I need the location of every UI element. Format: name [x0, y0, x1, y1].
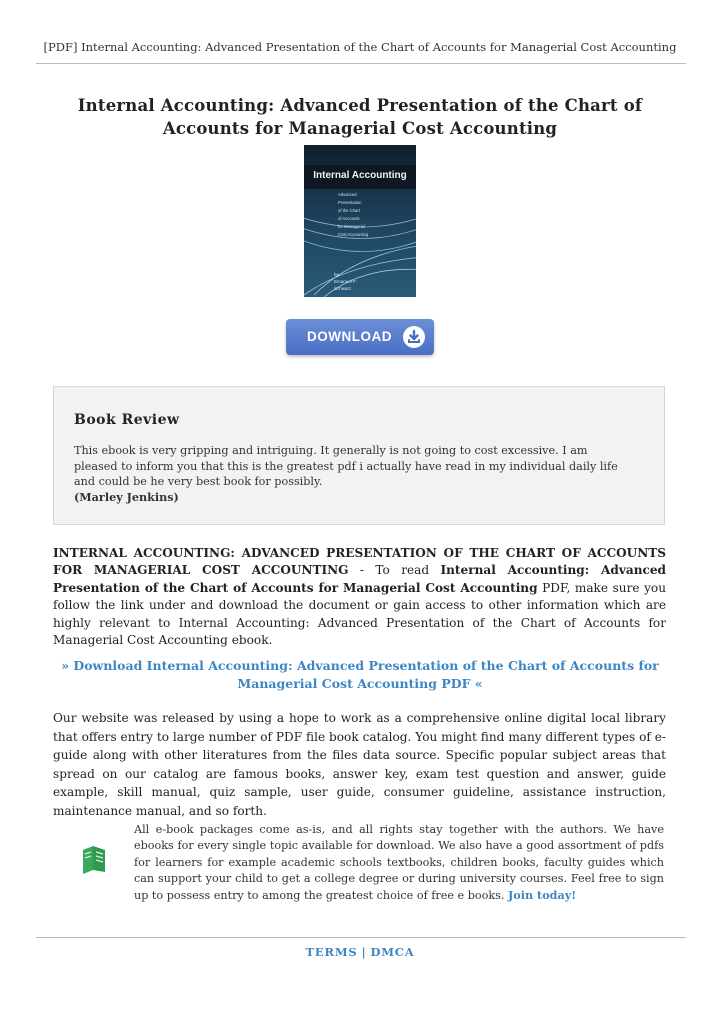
book-review-panel: [53, 386, 665, 525]
footer-separator: |: [361, 945, 367, 959]
download-pdf-link[interactable]: » Download Internal Accounting: Advanced Presentation of the Chart of Accounts for Managerial Cost Accounting PDF «: [61, 658, 659, 691]
cover-subtitle-line: of the Chart: [338, 208, 360, 213]
packages-paragraph: [134, 822, 664, 904]
footer-links: [0, 945, 720, 959]
cover-title: Internal Accounting: [313, 170, 407, 181]
cover-author-line: Emanuel F.: [334, 279, 357, 284]
download-button-label: DOWNLOAD: [307, 329, 392, 344]
page-title: Internal Accounting: Advanced Presentation of the Chart of Accounts for Managerial Cost Accounting: [77, 96, 643, 138]
page-header-title: [PDF] Internal Accounting: Advanced Presentation of the Chart of Accounts for Managerial Cost Accounting: [43, 40, 677, 54]
dmca-link[interactable]: DMCA: [370, 945, 415, 959]
review-text: This ebook is very gripping and intriguing. It generally is not going to cost excessive. I am pleased to inform you that this is the greatest pdf i actually have read in my individual daily life and could be he very best book for possibly.: [74, 444, 618, 488]
packages-text: All e-book packages come as-is, and all rights stay together with the authors. We have ebooks for every single topic available for download. We also have a good assortment of pdfs for learners for example academic schools textbooks, children books, faculty guides which can support your child to get a college degree or during university courses. Feel free to sign up to possess entry to among the greatest choice of free e books.: [134, 823, 664, 903]
review-heading: Book Review: [74, 412, 180, 428]
terms-link[interactable]: TERMS: [305, 945, 358, 959]
review-body: [74, 443, 634, 505]
review-author: (Marley Jenkins): [74, 489, 179, 504]
header-divider: [36, 63, 686, 64]
cover-subtitle-line: of Accounts: [338, 216, 360, 221]
download-button[interactable]: [286, 319, 434, 355]
cover-subtitle: [338, 191, 412, 239]
footer-divider: [36, 937, 686, 938]
intro-caps-title: INTERNAL ACCOUNTING: ADVANCED PRESENTATION OF THE CHART OF ACCOUNTS FOR MANAGERIAL COST ACCOUNTING: [53, 546, 666, 578]
cover-author-line: Schwarz: [334, 286, 352, 291]
cover-subtitle-line: Advanced: [338, 192, 357, 197]
intro-rest: PDF, make sure you follow the link under and download the document or gain access to other information which are highly relevant to Internal Accounting: Advanced Presentation of the Chart of Accounts for Managerial Cost Accounting ebook.: [53, 580, 666, 648]
download-icon: [403, 326, 425, 348]
cover-author-line: by: [334, 272, 339, 277]
intro-bold-title: Internal Accounting: Advanced Presentation of the Chart of Accounts for Managerial Cost Accounting: [53, 563, 666, 595]
join-today-link[interactable]: Join today!: [508, 888, 577, 903]
intro-lead: - To read: [348, 563, 441, 578]
cover-author: [334, 271, 394, 292]
about-paragraph: Our website was released by using a hope to work as a comprehensive online digital local library that offers entry to large number of PDF file book catalog. You might find many different types of e-guide along with other literatures from the files data source. Specific popular subject areas that spread on our catalog are famous books, answer key, exam test question and answer, guide example, skill manual, quiz sample, user guide, consumer guideline, assistance instruction, maintenance manual, and so forth.: [53, 711, 666, 818]
cover-subtitle-line: Presentation: [338, 200, 362, 205]
intro-paragraph: [53, 545, 666, 649]
cover-subtitle-line: for Managerial: [338, 224, 365, 229]
cover-subtitle-line: Cost Accounting: [338, 232, 369, 237]
book-cover: [304, 145, 416, 297]
books-icon: [79, 842, 109, 876]
